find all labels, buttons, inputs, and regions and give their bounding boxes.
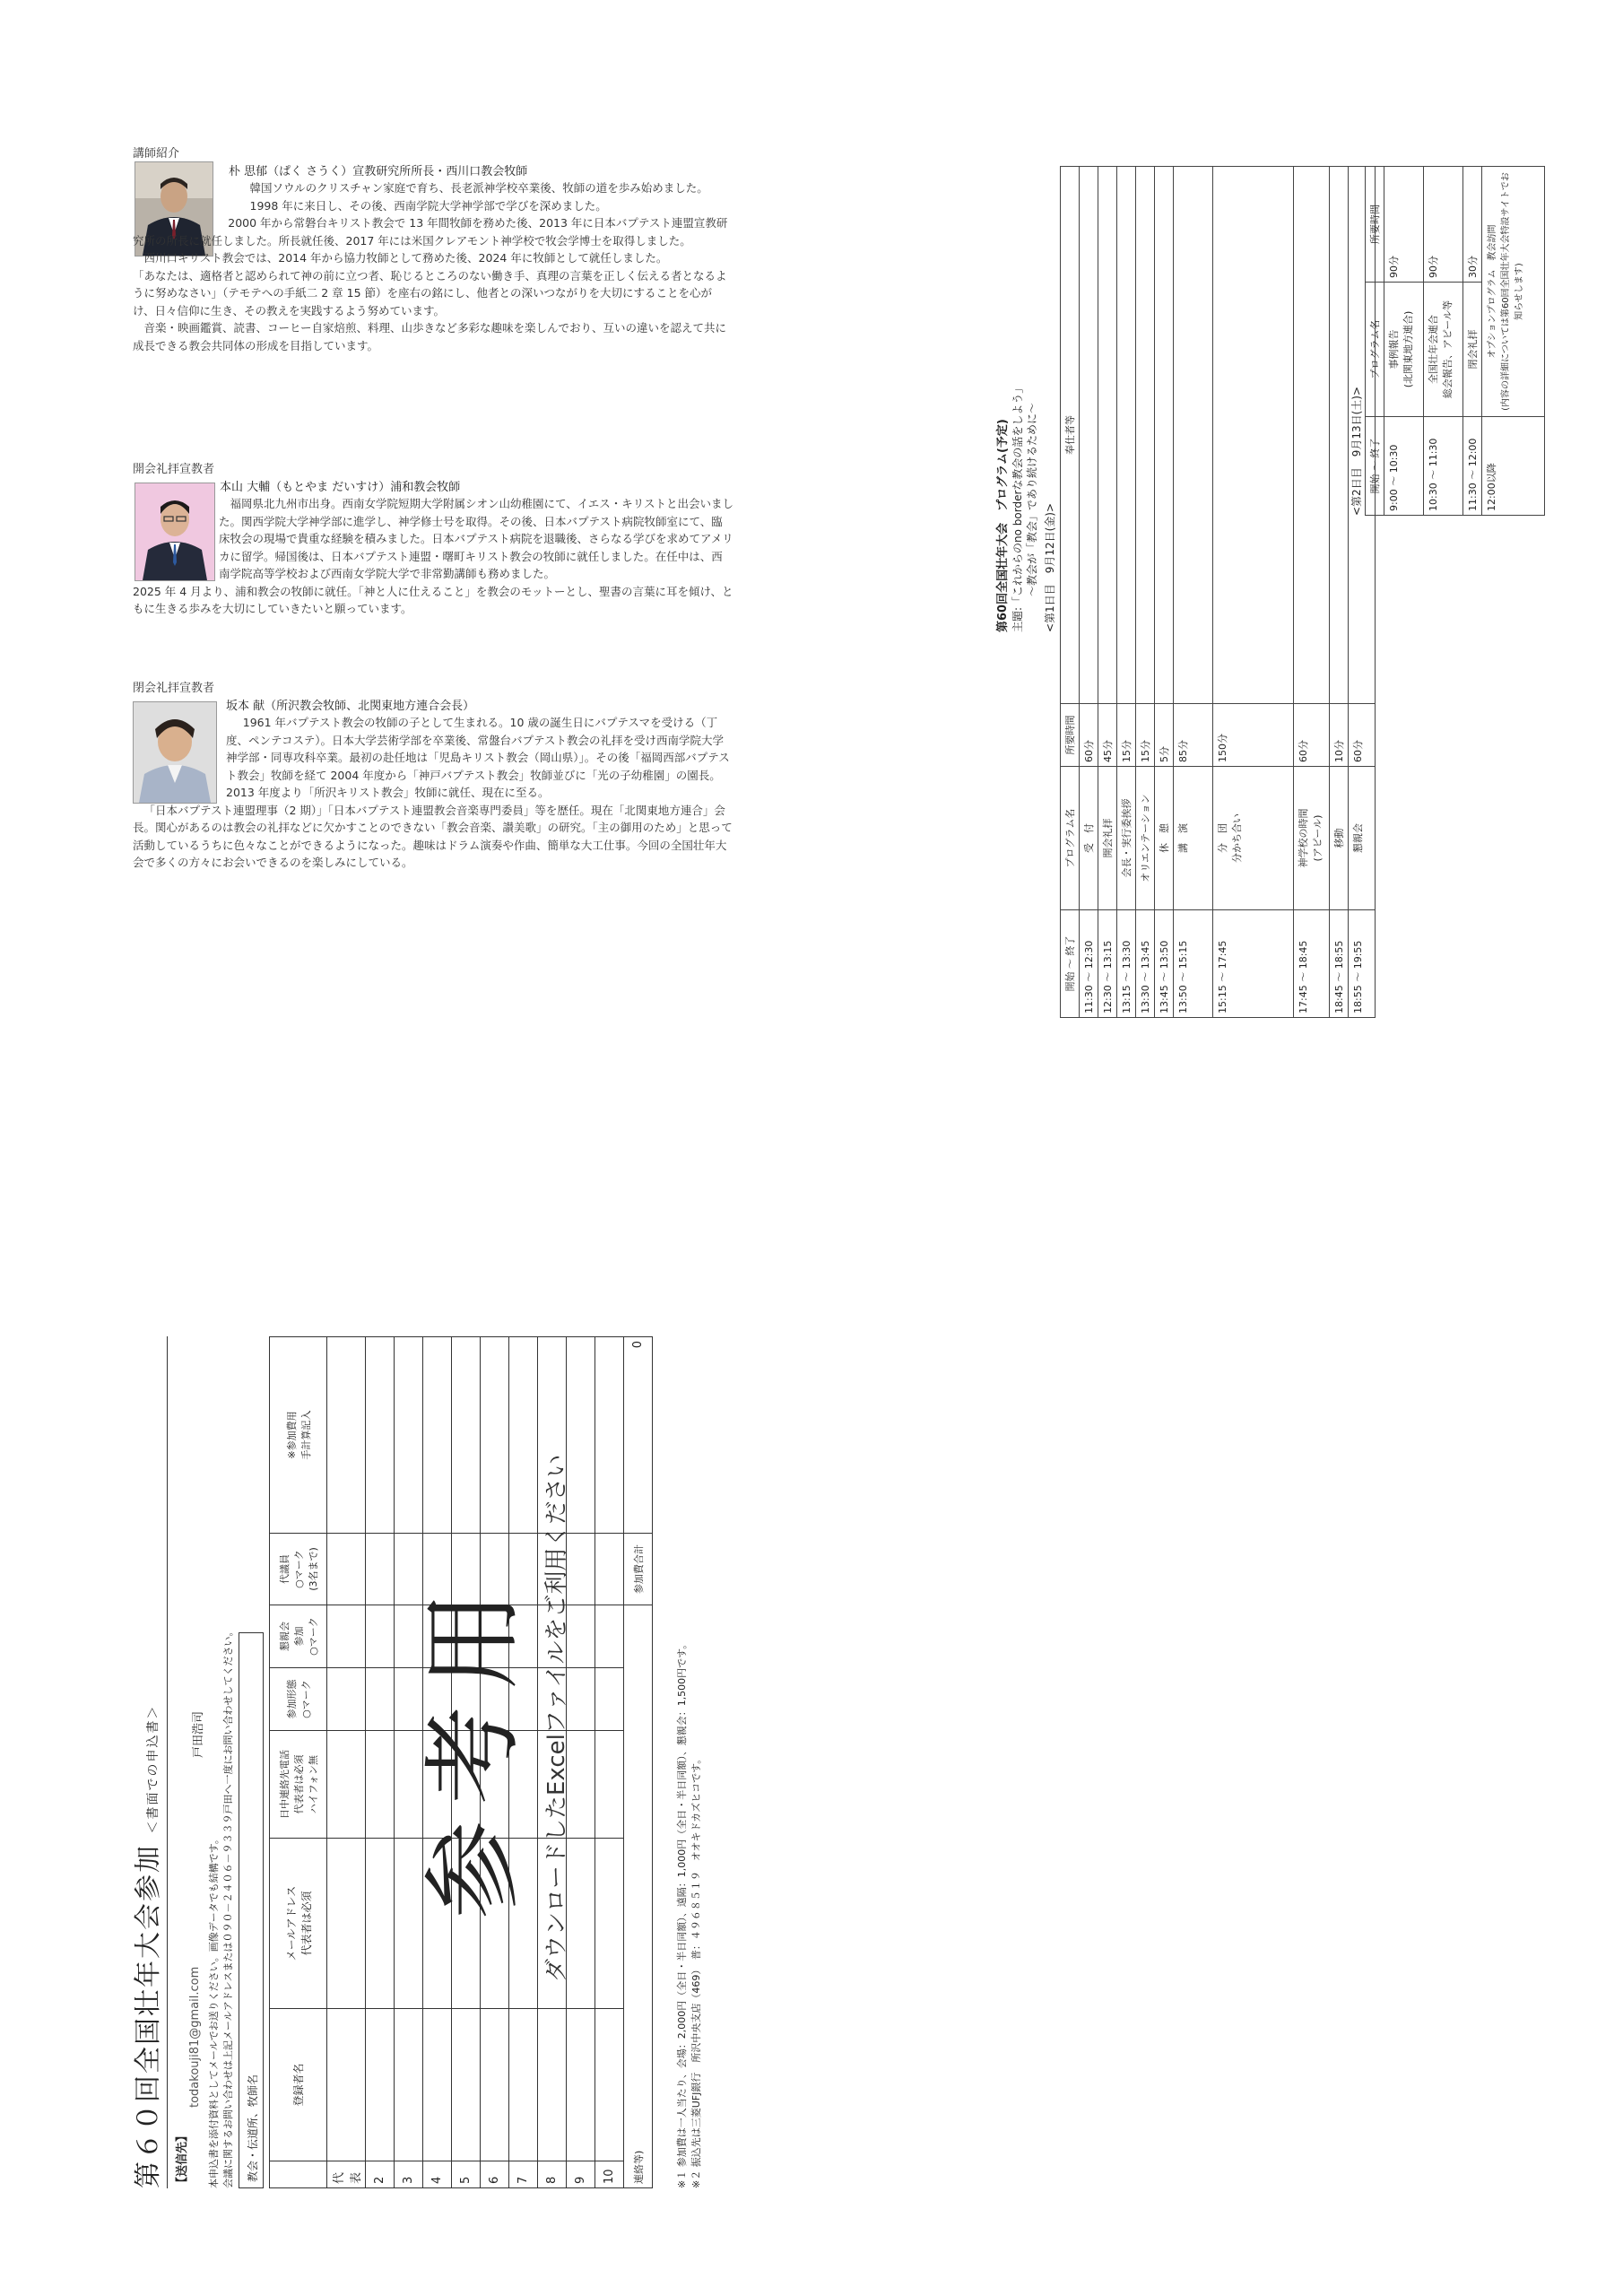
- day1-staff: [1155, 167, 1174, 704]
- day2-time: 9:00 ～ 10:30: [1384, 417, 1424, 516]
- day2-program: 閉会礼拝: [1463, 283, 1482, 417]
- table-row: [1424, 167, 1463, 516]
- church-field[interactable]: [239, 1632, 264, 2188]
- table-row: [624, 1337, 653, 2188]
- email-cell[interactable]: [327, 1839, 366, 2009]
- speaker-2-section-label: 開会礼拝宣教者: [133, 463, 215, 476]
- type-cell[interactable]: [366, 1668, 395, 1731]
- fee-cell[interactable]: [423, 1337, 452, 1534]
- name-cell[interactable]: [327, 2009, 366, 2161]
- day1-time: 13:30 ～ 13:45: [1136, 910, 1155, 1018]
- day1-staff: [1098, 167, 1117, 704]
- day1-time: 11:30 ～ 12:30: [1080, 910, 1098, 1018]
- day2-program: 事例報告 (北関東地方連合): [1384, 283, 1424, 417]
- table-row: [366, 1337, 395, 2188]
- phone-cell[interactable]: [327, 1731, 366, 1839]
- bio-paragraph: 「日本バプテスト連盟理事（2 期）」「日本バプテスト連盟教会音楽専門委員」等を歴任。現在「北関東地方連合」会長。関心があるのは教会の礼拝などに欠かすことのできない「教会音楽、讃美歌」の研究。「主の御用のため」と思って活動しているうちに色々なことができるようになった。趣味はドラム演奏や作曲、簡単な大工仕事。今回の全国壮年大会で多くの方々にお会いできるのを楽しみにしている。: [133, 803, 733, 869]
- day1-duration: 60分: [1294, 704, 1330, 767]
- day1-program: 開会礼拝: [1098, 767, 1117, 910]
- speaker-3-bio: [133, 714, 733, 872]
- day1-time: 17:45 ～ 18:45: [1294, 910, 1330, 1018]
- day1-program: 休 憩: [1155, 767, 1174, 910]
- bio-paragraph: 「あなたは、適格者と認められて神の前に立つ者、恥じるところのない働き手、真理の言葉を正しく伝える者となるように努めなさい」（テモテへの手紙二 2 章 15 節）を座右の銘にし、他者との深いつながりを大切にすることを心がけ、日々信仰に生き、その教えを実践するよう努めています。: [133, 268, 727, 317]
- day1-duration: 150分: [1213, 704, 1294, 767]
- program-title: 第60回全国壮年大会 プログラム(予定): [996, 419, 1010, 632]
- day2-header-time: 開始 ～ 終了: [1366, 417, 1384, 516]
- contact-notes-cell[interactable]: [624, 1605, 653, 2188]
- form-title-text: 第６０回全国壮年大会参加: [133, 1844, 164, 2188]
- table-row: [1384, 167, 1424, 516]
- day1-program: 分 団 分かち合い: [1213, 767, 1294, 910]
- day1-program: 講 演: [1174, 767, 1213, 910]
- day1-time: 18:55 ～ 19:55: [1349, 910, 1376, 1018]
- day1-header-duration: 所要時間: [1061, 704, 1080, 767]
- contact-notes-label: 連絡等): [632, 2150, 645, 2184]
- table-row: [1098, 167, 1117, 1018]
- day1-staff: [1136, 167, 1155, 704]
- name-cell[interactable]: [595, 2009, 624, 2161]
- day1-staff: [1294, 167, 1330, 704]
- footnote-2: ※２ 振込先は三菱UFJ銀行 所沢中央支店（469） 普：４９６８５１９ オオキドカズヒコです。: [690, 1753, 702, 2188]
- table-row: [1482, 167, 1545, 516]
- day1-header-staff: 奉仕者等: [1061, 167, 1080, 704]
- email-cell[interactable]: [595, 1839, 624, 2009]
- form-note-1: 本申込書を添付資料としてメールでお送りください。画像データでも結構です。: [208, 1834, 220, 2188]
- rep-cell[interactable]: [595, 1534, 624, 1605]
- row-no: 8: [538, 2161, 567, 2188]
- day1-time: 15:15 ～ 17:45: [1213, 910, 1294, 1018]
- day1-label: <第1日目 9月12日(金)>: [1044, 502, 1056, 632]
- bio-paragraph: 1961 年バプテスト教会の牧師の子として生まれる。10 歳の誕生日にバプテスマを受ける（丁度、ペンテコステ）。日本大学芸術学部を卒業後、常盤台バプテスト教会の礼拝を受け西南学院大学神学部・同専攻科卒業。最初の赴任地は「児島キリスト教会（岡山県）」。その後「福岡西部バプテスト教会」牧師を経て 2004 年度から「神戸バプテスト教会」牧師並びに「光の子幼稚園」の園長。2013 年度より「所沢キリスト教会」牧師に就任、現在に至る。: [226, 716, 730, 799]
- day2-header-duration: 所要時間: [1366, 167, 1384, 283]
- day1-staff: [1174, 167, 1213, 704]
- speaker-2-name: 本山 大輔（もとやま だいすけ）浦和教会牧師: [220, 481, 461, 494]
- form-title: [126, 1704, 165, 2188]
- contact-email[interactable]: todakouji81@gmail.com: [188, 1966, 202, 2108]
- table-row: [1080, 167, 1098, 1018]
- form-title-note: ＜書面での申込書＞: [146, 1704, 161, 1834]
- day1-program: オリエンテーション: [1136, 767, 1155, 910]
- contact-name: 戸田浩司: [192, 1710, 205, 1758]
- fee-cell[interactable]: [395, 1337, 423, 1534]
- day1-staff: [1330, 167, 1349, 704]
- row-no: 代表: [327, 2161, 366, 2188]
- program-subtheme: ～教会が「教会」であり続けるために～: [1026, 402, 1038, 596]
- day2-program: オプションプログラム 教会訪問 (内容の詳細については第60回全国壮年大会特設サイトでお知らせします): [1482, 167, 1545, 417]
- day1-time: 18:45 ～ 18:55: [1330, 910, 1349, 1018]
- day1-header-program: プログラム名: [1061, 767, 1080, 910]
- speaker-3-name: 坂本 献（所沢教会牧師、北関東地方連合会長）: [226, 700, 475, 713]
- day1-duration: 15分: [1136, 704, 1155, 767]
- day1-program: 受 付: [1080, 767, 1098, 910]
- application-form: [126, 1336, 717, 2188]
- row-no: 5: [452, 2161, 481, 2188]
- bio-paragraph: 音楽・映画鑑賞、読書、コーヒー自家焙煎、料理、山歩きなど多彩な趣味を楽しんでおり、互いの違いを認えて共に成長できる教会共同体の形成を目指しています。: [133, 321, 727, 352]
- bio-paragraph: 2025 年 4 月より、浦和教会の牧師に就任。「神と人に仕えること」を教会のモットーとし、聖書の言葉に耳を傾け、ともに生きる歩みを大切にしていきたいと願っています。: [133, 584, 733, 615]
- send-label: 【送信先】: [176, 2129, 189, 2188]
- day1-time: 13:15 ～ 13:30: [1117, 910, 1136, 1018]
- col-type-header: 参加形態 ○マーク: [270, 1668, 327, 1731]
- total-value: 0: [624, 1337, 653, 1534]
- type-cell[interactable]: [595, 1668, 624, 1731]
- day1-header-time: 開始 ～ 終了: [1061, 910, 1080, 1018]
- day2-time: 11:30 ～ 12:00: [1463, 417, 1482, 516]
- day1-time: 13:45 ～ 13:50: [1155, 910, 1174, 1018]
- day1-time: 13:50 ～ 15:15: [1174, 910, 1213, 1018]
- bio-paragraph: 1998 年に来日し、その後、西南学院大学神学部で学びを深めました。: [249, 198, 607, 213]
- speaker-1-name: 朴 思郁（ぱく さうく）宣教研究所所長・西川口教会牧師: [229, 165, 528, 178]
- party-cell[interactable]: [366, 1605, 395, 1668]
- reference-stamp: 参考用: [416, 1575, 531, 1919]
- day1-time: 12:30 ～ 13:15: [1098, 910, 1117, 1018]
- day1-staff: [1117, 167, 1136, 704]
- day2-header-program: プログラム名: [1366, 283, 1384, 417]
- day2-label: <第2日目 9月13日(土)>: [1350, 386, 1363, 516]
- program-section: [995, 166, 1551, 1018]
- day1-program: 懇親会: [1349, 767, 1376, 910]
- speaker-1-bio: [133, 179, 733, 354]
- day2-duration: 90分: [1424, 167, 1463, 283]
- bio-paragraph: 西川口キリスト教会では、2014 年から協力牧師として務めた後、2024 年に牧師として就任しました。: [143, 251, 668, 265]
- table-row: [1155, 167, 1174, 1018]
- day1-duration: 60分: [1080, 704, 1098, 767]
- total-label: 参加費合計: [624, 1534, 653, 1605]
- name-cell[interactable]: [452, 2009, 481, 2161]
- day2-program: 全国壮年会連合 総会報告、アピール等: [1424, 283, 1463, 417]
- rep-cell[interactable]: [366, 1534, 395, 1605]
- reference-stamp-sub: ダウンロードしたExcelファイルをご利用ください: [543, 1454, 570, 1982]
- row-no: 2: [366, 2161, 395, 2188]
- table-row: [595, 1337, 624, 2188]
- row-no: 10: [595, 2161, 624, 2188]
- fee-cell[interactable]: [327, 1337, 366, 1534]
- col-name-header: 登録者名: [270, 2009, 327, 2161]
- col-no-header: [270, 2161, 327, 2188]
- day1-program: 会長・実行委挨拶: [1117, 767, 1136, 910]
- row-no: 7: [509, 2161, 538, 2188]
- speaker-1-section-label: 講師紹介: [133, 147, 180, 161]
- col-rep-header: 代議員 ○マーク (3名まで): [270, 1534, 327, 1605]
- table-row: [1117, 167, 1136, 1018]
- email-cell[interactable]: [366, 1839, 395, 2009]
- footnote-1: ※１ 参加費は一人当たり、会場：2,000円（全日・半日同額）、遠隔：1,000円（全日・半日同額）、懇親会：1,500円です。: [676, 1639, 688, 2188]
- bio-paragraph: 福岡県北九州市出身。西南女学院短期大学附属シオン山幼稚園にて、イエス・キリストと出会いました。関西学院大学神学部に進学し、神学修士号を取得。その後、日本バプテスト病院牧師室にて、臨床牧会の現場で貴重な経験を積みました。日本バプテスト病院を退職後、さらなる学びを求めてアメリカに留学。帰国後は、日本バプテスト連盟・曙町キリスト教会の牧師に就任しました。在任中は、西南学院高等学校および西南女学院大学で非常勤講師も務めました。: [219, 497, 734, 580]
- church-label: 教会・伝道所、牧師名: [247, 2074, 259, 2182]
- speaker-3-section-label: 閉会礼拝宣教者: [133, 682, 215, 695]
- table-row: [1136, 167, 1155, 1018]
- col-phone-header: 日中連絡先電話 代表者は必須 ハイフォン無: [270, 1731, 327, 1839]
- form-note-2: 会議に関するお問い合わせは上記メールアドレスまたは０９０－２４０６－９３３９戸田へ一度にお問い合わせしてください。: [222, 1626, 234, 2188]
- table-row: [1213, 167, 1294, 1018]
- name-cell[interactable]: [395, 2009, 423, 2161]
- day1-duration: 10分: [1330, 704, 1349, 767]
- bio-paragraph: 韓国ソウルのクリスチャン家庭で育ち、長老派神学校卒業後、牧師の道を歩み始めました。: [249, 181, 708, 195]
- name-cell[interactable]: [423, 2009, 452, 2161]
- table-row: [1463, 167, 1482, 516]
- name-cell[interactable]: [538, 2009, 567, 2161]
- table-row: [1330, 167, 1349, 1018]
- day1-staff: [1080, 167, 1098, 704]
- party-cell[interactable]: [327, 1605, 366, 1668]
- name-cell[interactable]: [509, 2009, 538, 2161]
- party-cell[interactable]: [595, 1605, 624, 1668]
- day2-time: 12:00以降: [1482, 417, 1545, 516]
- bio-paragraph: 2000 年から常磐台キリスト教会で 13 年間牧師を務めた後、2013 年に日本バプテスト連盟宣教研究所の所長に就任しました。所長就任後、2017 年には米国クレアモント神学校で牧会学博士を取得しました。: [133, 216, 728, 248]
- fee-cell[interactable]: [595, 1337, 624, 1534]
- program-theme: 主題:「これからのno borderな教会の話をしよう」: [1011, 382, 1024, 632]
- rep-cell[interactable]: [327, 1534, 366, 1605]
- day1-duration: 60分: [1349, 704, 1376, 767]
- fee-cell[interactable]: [481, 1337, 509, 1534]
- row-no: 3: [395, 2161, 423, 2188]
- day1-program: 移動: [1330, 767, 1349, 910]
- table-row: [1174, 167, 1213, 1018]
- name-cell[interactable]: [567, 2009, 595, 2161]
- name-cell[interactable]: [366, 2009, 395, 2161]
- row-no: 4: [423, 2161, 452, 2188]
- phone-cell[interactable]: [366, 1731, 395, 1839]
- day2-time: 10:30 ～ 11:30: [1424, 417, 1463, 516]
- day2-table: [1365, 166, 1545, 516]
- day2-duration: 30分: [1463, 167, 1482, 283]
- day1-program: 神学校の時間 (アピール): [1294, 767, 1330, 910]
- fee-cell[interactable]: [452, 1337, 481, 1534]
- col-fee-header: ※参加費用 手計算記入: [270, 1337, 327, 1534]
- fee-cell[interactable]: [509, 1337, 538, 1534]
- type-cell[interactable]: [327, 1668, 366, 1731]
- day1-duration: 5分: [1155, 704, 1174, 767]
- day2-duration: 90分: [1384, 167, 1424, 283]
- table-row: [327, 1337, 366, 2188]
- day1-duration: 85分: [1174, 704, 1213, 767]
- phone-cell[interactable]: [595, 1731, 624, 1839]
- table-row: [1294, 167, 1330, 1018]
- row-no: 9: [567, 2161, 595, 2188]
- col-party-header: 懇親会 参加 ○マーク: [270, 1605, 327, 1668]
- day1-table: [1060, 166, 1376, 1018]
- day1-staff: [1213, 167, 1294, 704]
- day1-duration: 15分: [1117, 704, 1136, 767]
- speaker-2-bio: [133, 495, 733, 618]
- fee-cell[interactable]: [366, 1337, 395, 1534]
- day1-duration: 45分: [1098, 704, 1117, 767]
- name-cell[interactable]: [481, 2009, 509, 2161]
- row-no: 6: [481, 2161, 509, 2188]
- col-email-header: メールアドレス 代表者は必須: [270, 1839, 327, 2009]
